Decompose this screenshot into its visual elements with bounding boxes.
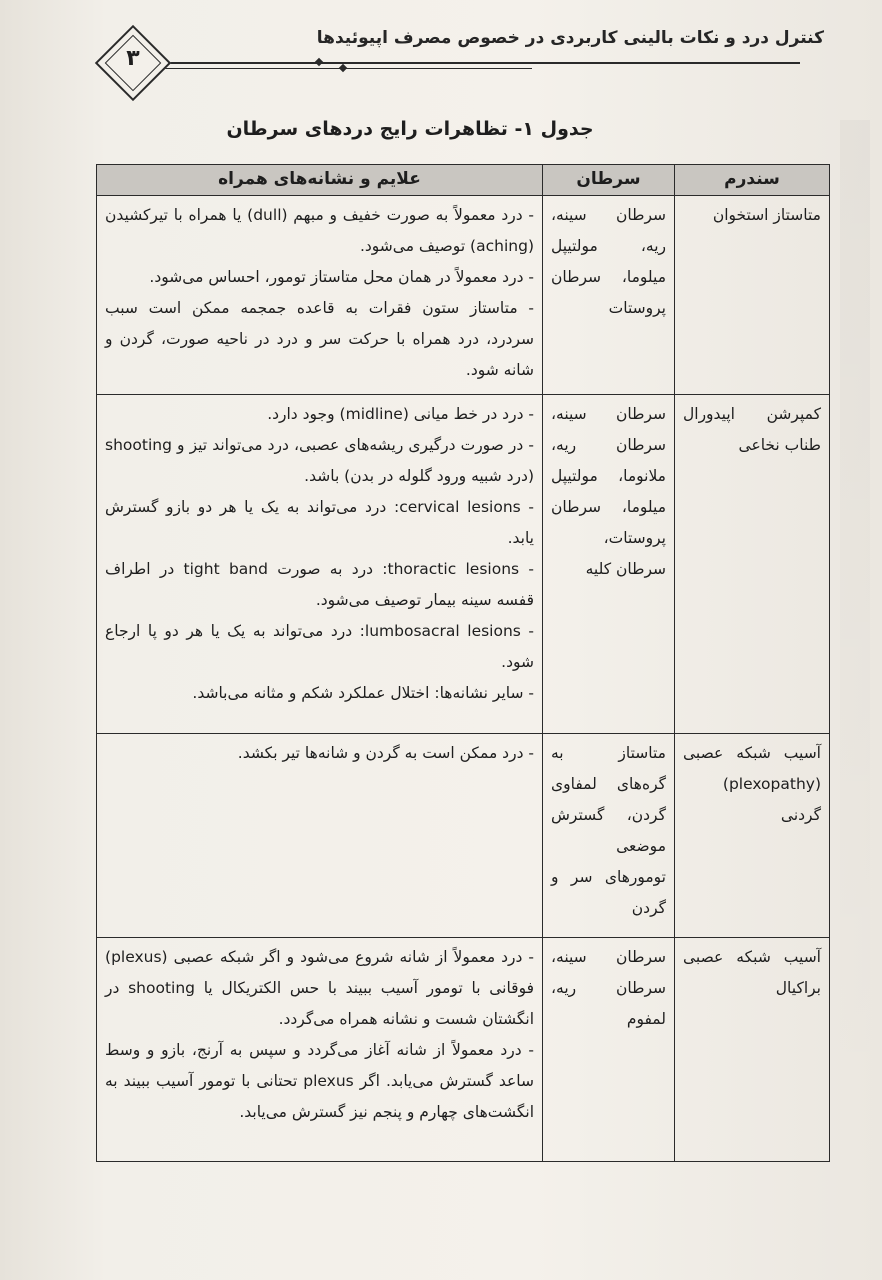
cell-syndrome: متاستاز استخوان [675, 196, 830, 395]
cell-syndrome: آسیب شبکه عصبی (plexopathy) گردنی [675, 734, 830, 938]
cell-symptoms [97, 196, 543, 395]
header-cancer: سرطان [543, 165, 675, 196]
symptom-item: - cervical lesions: درد می‌تواند به یک یا هر دو بازو گسترش یابد. [105, 498, 535, 547]
cancer-pain-table [96, 164, 830, 1162]
page-number: ۳ [126, 46, 140, 71]
table-row [97, 734, 830, 938]
cell-symptoms [97, 734, 543, 938]
cell-symptoms [97, 395, 543, 734]
header-rule [148, 62, 800, 64]
symptom-item: - درد معمولاً در همان محل متاستاز تومور، احساس می‌شود. [149, 268, 534, 286]
page-edge-shadow [840, 120, 870, 1120]
table-row [97, 196, 830, 395]
table-row [97, 938, 830, 1162]
rule-ornament-icon [315, 58, 323, 66]
symptom-item: - درد معمولاً از شانه آغاز می‌گردد و سپس به آرنج، بازو و وسط ساعد گسترش می‌یابد. اگر plexus تحتانی با تومور آسیب ببیند به انگشت‌های چهارم و پنجم نیز گسترش می‌یابد. [105, 1041, 534, 1121]
cell-cancer: سرطان سینه، سرطان ریه، لمفوم [543, 938, 675, 1162]
symptom-item: - سایر نشانه‌ها: اختلال عملکرد شکم و مثانه می‌باشد. [192, 684, 534, 702]
header-symptoms: علایم و نشانه‌های همراه [97, 165, 543, 196]
cell-syndrome: کمپرشن اپیدورال طناب نخاعی [675, 395, 830, 734]
symptom-item: - در صورت درگیری ریشه‌های عصبی، درد می‌تواند تیز و shooting (درد شبیه ورود گلوله در بدن) باشد. [105, 436, 534, 485]
table-row [97, 395, 830, 734]
table-header-row [97, 165, 830, 196]
cell-syndrome: آسیب شبکه عصبی براکیال [675, 938, 830, 1162]
rule-ornament-icon [339, 64, 347, 72]
symptom-item: - متاستاز ستون فقرات به قاعده جمجمه ممکن است سبب سردرد، درد همراه با حرکت سر و درد در ناحیه صورت، گردن و شانه شود. [105, 299, 534, 379]
running-title: کنترل درد و نکات بالینی کاربردی در خصوص مصرف اپیوئیدها [316, 28, 824, 48]
cell-cancer: سرطان سینه، ریه، مولتیپل میلوما، سرطان پروستات [543, 196, 675, 395]
symptom-item: - thoractic lesions: درد به صورت tight band در اطراف قفسه سینه بیمار توصیف می‌شود. [105, 560, 535, 609]
symptom-item: - درد در خط میانی (midline) وجود دارد. [267, 405, 534, 423]
cell-cancer: متاستاز به گره‌های لمفاوی گردن، گسترش موضعی تومورهای سر و گردن [543, 734, 675, 938]
symptom-item: - درد معمولاً از شانه شروع می‌شود و اگر شبکه عصبی (plexus) فوقانی با تومور آسیب ببیند با حس الکتریکال یا shooting در انگشتان شست و نشانه همراه می‌گردد. [105, 948, 534, 1028]
symptom-item: - درد ممکن است به گردن و شانه‌ها تیر بکشد. [237, 744, 534, 762]
header-syndrome: سندرم [675, 165, 830, 196]
table-caption: جدول ۱- تظاهرات رایج دردهای سرطان [226, 118, 594, 140]
page-header [0, 0, 882, 110]
cell-cancer: سرطان سینه، سرطان ریه، ملانوما، مولتیپل میلوما، سرطان پروستات، سرطان کلیه [543, 395, 675, 734]
symptom-item: - lumbosacral lesions: درد می‌تواند به یک یا هر دو پا ارجاع شود. [105, 622, 534, 671]
cell-symptoms [97, 938, 543, 1162]
symptom-item: - درد معمولاً به صورت خفیف و مبهم (dull) یا همراه با تیرکشیدن (aching) توصیف می‌شود. [105, 206, 535, 255]
